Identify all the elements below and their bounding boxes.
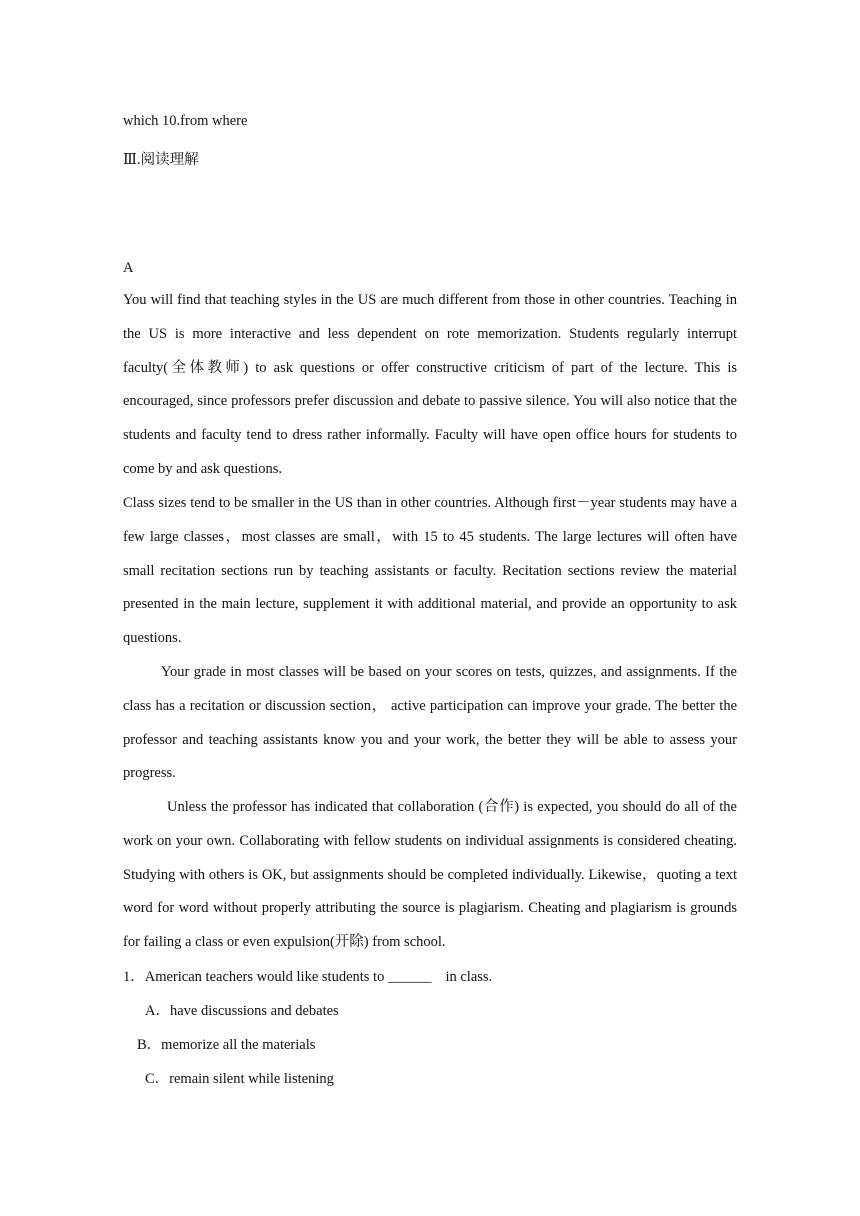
section-heading: Ⅲ.阅读理解 <box>123 152 199 168</box>
question-blank: ______ <box>387 969 432 985</box>
option-b: B．memorize all the materials <box>137 1037 316 1053</box>
question-1 <box>123 967 492 987</box>
answer-line: which 10.from where <box>123 113 248 129</box>
paragraph-1: You will find that teaching styles in the US are much different from those in other countries. Teaching in the US is more interactive and less dependent on rote memorization. Students regularly interrupt faculty(全体教师) to ask questions or offer constructive criticism of part of the lecture. This is encouraged, since professors prefer discussion and debate to passive silence. You will also notice that the students and faculty tend to dress rather informally. Faculty will have open office hours for students to come by and ask questions. <box>123 292 737 477</box>
option-c: C．remain silent while listening <box>145 1071 334 1087</box>
paragraph-2: Class sizes tend to be smaller in the US than in other countries. Although first－year students may have a few large classes，most classes are small，with 15 to 45 students. The large lectures will often have small recitation sections run by teaching assistants or faculty. Recitation sections review the material presented in the main lecture, supplement it with additional material, and provide an opportunity to ask questions. <box>123 495 737 647</box>
question-stem-after: in class. <box>445 969 493 985</box>
paragraph-4: Unless the professor has indicated that collaboration (合作) is expected, you should do all of the work on your own. Collaborating with fellow students on individual assignments is considered cheating. Studying with others is OK, but assignments should be completed individually. Likewise，quoting a text word for word without properly attributing the source is plagiarism. Cheating and plagiarism is grounds for failing a class or even expulsion(开除) from school. <box>123 799 737 951</box>
passage-label: A <box>123 260 134 276</box>
paragraph-3: Your grade in most classes will be based on your scores on tests, quizzes, and assignments. If the class has a recitation or discussion section， active participation can improve your grade. The better the professor and teaching assistants know you and your work, the better they will be able to assess your progress. <box>123 664 737 782</box>
question-number: 1． <box>123 969 145 985</box>
question-stem-before: American teachers would like students to <box>144 969 388 985</box>
option-a: A．have discussions and debates <box>145 1003 339 1019</box>
